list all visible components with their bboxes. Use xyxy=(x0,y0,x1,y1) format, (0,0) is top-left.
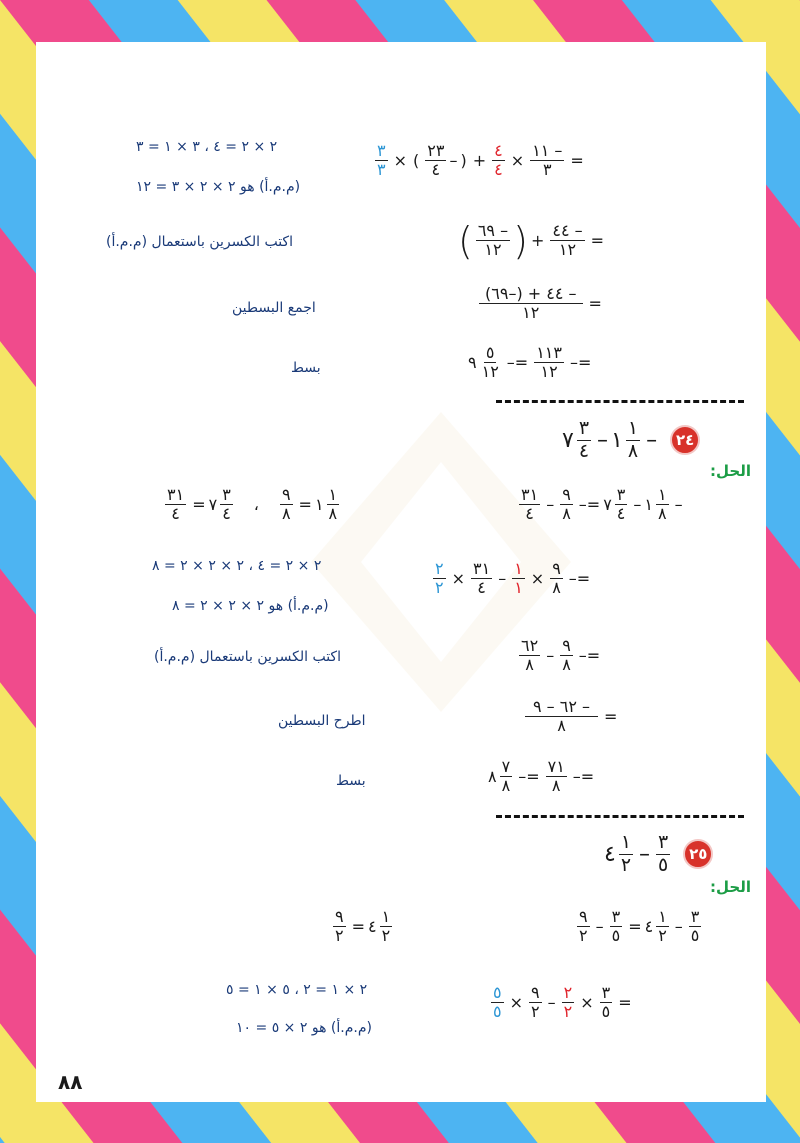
p24-note1a: ٢ × ٢ = ٤ ، ٢ × ٢ × ٢ = ٨ xyxy=(152,558,322,574)
page-number: ٨٨ xyxy=(58,1070,83,1094)
p24-conversions: ٣١ ٤ = ٧ ٣ ٤ ، ٩ ٨ = ١ ١ ٨ xyxy=(167,485,338,524)
p23-step4: ٩ ٥ ١٢ –= ١١٣ ١٢ –= xyxy=(468,343,592,382)
p23-step1: ٣ ٣ × ( ٢٣ ٤ – ) + ٤ ٤ × ١١ – ٣ = xyxy=(377,141,584,180)
p24-step4: ٦٢ – ٩ – ٨ = xyxy=(522,698,620,736)
p23-s1-mult2: ٤ ٤ xyxy=(494,141,503,180)
p24-step3: ٦٢ ٨ – ٩ ٨ –= xyxy=(521,636,601,675)
p24-step5: ٨ ٧ ٨ –= ٧١ ٨ –= xyxy=(488,757,595,796)
p23-note1a: ٢ × ٢ = ٤ ، ٣ × ١ = ٣ xyxy=(136,139,278,155)
p23-s3-frac: (٦٩–) + ٤٤ – ١٢ xyxy=(479,285,583,323)
p23-s2-frac1: ٦٩ – ١٢ xyxy=(477,221,509,260)
separator-2 xyxy=(496,815,744,818)
p24-note2: اكتب الكسرين باستعمال (م.م.أ) xyxy=(154,649,341,665)
p25-step2: ٥ ٥ × ٩ ٢ – ٢ ٢ × ٣ ٥ = xyxy=(493,983,632,1022)
p24-note3: اطرح البسطين xyxy=(278,713,366,729)
p25-conversion: ٩ ٢ = ٤ ١ ٢ xyxy=(335,907,391,946)
p23-s4-frac1: ٥ ١٢ xyxy=(481,343,499,382)
p24-step1: ٣١ ٤ – ٩ ٨ –= ٧ ٣ ٤ – ١ ١ ٨ – xyxy=(521,485,683,524)
p24-header: ٧ ٣ ٤ – ١ ١ ٨ – ٢٤ xyxy=(562,418,700,463)
p24-note1b: (م.م.أ) هو ٢ × ٢ × ٢ = ٨ xyxy=(172,598,329,614)
p23-s1-mult1: ٣ ٣ xyxy=(377,141,386,180)
p23-note4: بسط xyxy=(291,360,321,376)
p23-step2: ( ٦٩ – ١٢ ) + ٤٤ – ١٢ = xyxy=(458,218,605,263)
p23-s4-frac2: ١١٣ ١٢ xyxy=(536,343,562,382)
p24-step2: ٢ ٢ × ٣١ ٤ – ١ ١ × ٩ ٨ –= xyxy=(435,559,591,598)
p23-s1-frac1: ٢٣ ٤ xyxy=(427,141,445,180)
p25-step1: ٩ ٢ – ٣ ٥ = ٤ ١ ٢ – ٣ ٥ xyxy=(579,907,700,946)
p25-note1b: (م.م.أ) هو ٢ × ٥ = ١٠ xyxy=(236,1020,372,1036)
p25-number-badge: ٢٥ xyxy=(683,839,713,869)
p23-s1-frac2: ١١ – ٣ xyxy=(532,141,563,180)
p25-header: ٤ ١ ٢ – ٣ ٥ ٢٥ xyxy=(604,832,713,877)
p23-note2: اكتب الكسرين باستعمال (م.م.أ) xyxy=(106,234,293,250)
worksheet-page xyxy=(36,42,766,1102)
p24-number-badge: ٢٤ xyxy=(670,425,700,455)
p24-note4: بسط xyxy=(336,773,366,789)
separator-1 xyxy=(496,400,744,403)
p25-note1a: ٢ × ١ = ٢ ، ٥ × ١ = ٥ xyxy=(226,982,368,998)
p24-solution-label: الحل: xyxy=(710,462,751,480)
p25-solution-label: الحل: xyxy=(710,878,751,896)
p23-note3: اجمع البسطين xyxy=(232,300,316,316)
p23-note1b: (م.م.أ) هو ٢ × ٢ × ٣ = ١٢ xyxy=(136,179,301,195)
p23-s2-frac2: ٤٤ – ١٢ xyxy=(552,221,583,260)
p23-step3: (٦٩–) + ٤٤ – ١٢ = xyxy=(476,285,605,323)
